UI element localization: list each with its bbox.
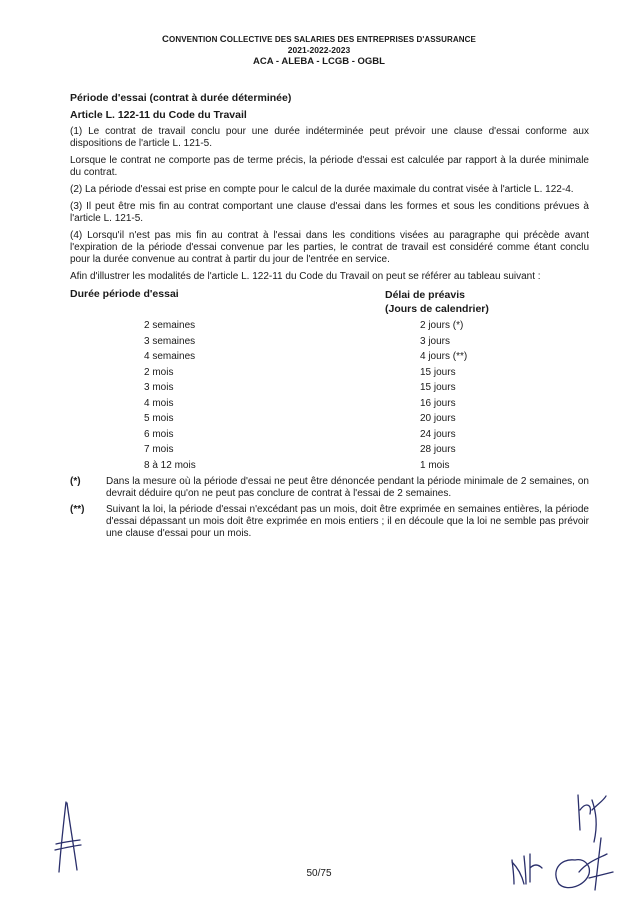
- header-years: 2021-2022-2023: [287, 45, 351, 55]
- header-convention-title: CONVENTION COLLECTIVE DES SALARIES DES ENTREPRISES D'ASSURANCE: [162, 34, 476, 45]
- signature-right: [545, 832, 615, 894]
- table-cell-duree: 6 mois: [144, 428, 174, 440]
- paragraph: (4) Lorsqu'il n'est pas mis fin au contrat à l'essai dans les conditions visées au paragraphe qui précède avant l'expiration de la période d'essai convenue par les parties, le contrat de travail est considéré comme étant conclu pour la durée convenue au contrat à partir du jour de l'entrée en service.: [70, 230, 589, 265]
- table-row: [70, 398, 589, 414]
- table-cell-duree: 2 semaines: [144, 320, 196, 331]
- table-cell-delai: 24 jours: [420, 428, 456, 440]
- table-cell-delai: 3 jours: [420, 335, 451, 347]
- table-cell-duree: 7 mois: [144, 444, 174, 455]
- table-header-delai: Délai de préavis (Jours de calendrier): [385, 289, 489, 315]
- table-cell-duree: 2 mois: [144, 366, 174, 378]
- table-cell-delai: 15 jours: [420, 366, 456, 378]
- table-row: [70, 413, 589, 429]
- footnote-text: Suivant la loi, la période d'essai n'excédant pas un mois, doit être exprimée en semaines entières, la période d'essai dépassant un mois doit être exprimée en mois entiers ; il en découle que la loi ne semble pas prévoir une clause d'essai pour un mois.: [106, 504, 589, 539]
- trial-period-table: [70, 288, 589, 473]
- table-cell-delai: 16 jours: [420, 397, 456, 409]
- footnotes: [70, 476, 589, 540]
- table-cell-duree: 4 semaines: [144, 351, 196, 362]
- document-body: [70, 92, 589, 544]
- table-cell-delai: 2 jours (*): [420, 320, 464, 331]
- paragraph: Afin d'illustrer les modalités de l'article L. 122-11 du Code du Travail on peut se référer au tableau suivant :: [70, 271, 541, 282]
- document-header: [0, 34, 638, 67]
- signature-left: [52, 800, 82, 875]
- table-row: [70, 444, 589, 460]
- paragraph: (3) Il peut être mis fin au contrat comportant une clause d'essai dans les formes et sous les conditions prévues à l'article L. 121-5.: [70, 201, 589, 224]
- table-cell-duree: 3 mois: [144, 382, 174, 393]
- table-row: [70, 320, 589, 336]
- footnote-text: Dans la mesure où la période d'essai ne peut être dénoncée pendant la période minimale de 2 semaines, on devrait déduire qu'on ne peut pas conclure de contrat à l'essai de 2 semaines.: [106, 476, 589, 499]
- page-number: 50/75: [306, 868, 332, 879]
- table-cell-delai: 4 jours (**): [420, 351, 468, 362]
- table-row: [70, 336, 589, 352]
- table-row: [70, 351, 589, 367]
- section-title: Période d'essai (contrat à durée déterminée): [70, 92, 292, 104]
- table-cell-delai: 28 jours: [420, 444, 456, 455]
- table-cell-delai: 20 jours: [420, 413, 456, 424]
- table-row: [70, 367, 589, 383]
- footnote: [70, 476, 589, 500]
- table-cell-duree: 3 semaines: [144, 335, 196, 347]
- article-title: Article L. 122-11 du Code du Travail: [70, 109, 247, 121]
- table-row: [70, 429, 589, 445]
- table-cell-delai: 1 mois: [420, 459, 450, 471]
- footnote-marker: (*): [70, 476, 81, 487]
- table-cell-duree: 4 mois: [144, 397, 174, 409]
- table-header-duree: Durée période d'essai: [70, 288, 179, 300]
- table-rows: [70, 320, 589, 475]
- table-cell-delai: 15 jours: [420, 382, 456, 393]
- table-cell-duree: 8 à 12 mois: [144, 459, 196, 471]
- footnote-marker: (**): [70, 504, 85, 515]
- footnote: [70, 504, 589, 540]
- table-row: [70, 460, 589, 476]
- header-parties: ACA - ALEBA - LCGB - OGBL: [253, 56, 385, 67]
- paragraph: (2) La période d'essai est prise en compte pour le calcul de la durée maximale du contrat visée à l'article L. 122-4.: [70, 184, 574, 195]
- table-cell-duree: 5 mois: [144, 413, 174, 424]
- paragraph: Lorsque le contrat ne comporte pas de terme précis, la période d'essai est calculée par rapport à la durée minimale du contrat.: [70, 155, 589, 178]
- paragraph: (1) Le contrat de travail conclu pour une durée indéterminée peut prévoir une clause d'essai conforme aux dispositions de l'article L. 121-5.: [70, 126, 589, 149]
- table-row: [70, 382, 589, 398]
